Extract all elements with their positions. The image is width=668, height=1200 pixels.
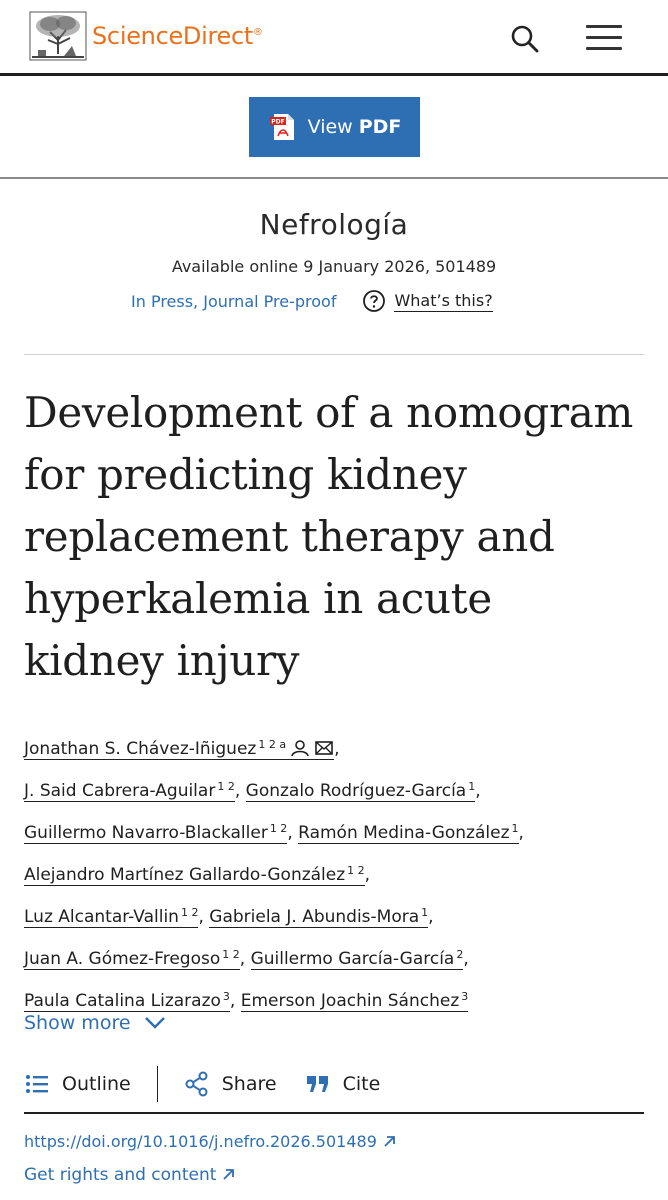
list-icon (24, 1071, 50, 1097)
external-link-icon (222, 1168, 235, 1181)
author-link[interactable]: Juan A. Gómez-Fregoso $^{1 2}$ (24, 948, 240, 969)
author-link[interactable]: Emerson Joachin Sánchez $^3$ (240, 990, 469, 1011)
share-icon (184, 1071, 210, 1097)
author-link[interactable]: J. Said Cabrera-Aguilar $^{1 2}$ (24, 780, 235, 801)
share-button[interactable] (184, 1071, 277, 1097)
in-press-link[interactable]: In Press, Journal Pre-proof (131, 291, 337, 311)
author-link[interactable]: Ramón Medina-González $^1$ (298, 822, 519, 843)
article-toolbar (24, 1064, 644, 1104)
hamburger-menu-icon (586, 25, 622, 28)
author-link[interactable]: Gabriela J. Abundis-Mora $^1$ (209, 906, 429, 927)
author-link[interactable]: Jonathan S. Chávez-Iñiguez $^{1 2 a}$ (24, 739, 334, 760)
search-icon (508, 22, 542, 56)
author-link[interactable]: Guillermo Navarro-Blackaller $^{1 2}$ (24, 822, 288, 843)
elsevier-tree-icon (28, 10, 88, 62)
doi-link[interactable]: https://doi.org/10.1016/j.nefro.2026.501489 (24, 1132, 396, 1151)
svg-text:PDF: PDF (270, 118, 285, 126)
outline-button[interactable] (24, 1071, 131, 1097)
show-more-button[interactable] (24, 1008, 167, 1038)
question-circle-icon[interactable] (362, 289, 386, 313)
article-title: Development of a nomogram for predicting kidney replacement therapy and hyperkalemia in acute kidney injury (24, 388, 634, 685)
pdf-file-icon (268, 112, 298, 142)
menu-button[interactable] (586, 22, 622, 54)
site-header (0, 0, 668, 76)
external-link-icon (383, 1135, 396, 1148)
cite-button[interactable] (305, 1071, 381, 1097)
author-link[interactable]: Guillermo García-García $^2$ (250, 948, 464, 969)
author-link[interactable]: Alejandro Martínez Gallardo-González $^{1 2}$ (24, 864, 365, 885)
availability-info: Available online 9 January 2026, 501489 (171, 257, 497, 276)
journal-name[interactable]: Nefrología (259, 208, 409, 241)
view-pdf-button[interactable] (249, 97, 420, 157)
search-button[interactable] (508, 22, 542, 56)
envelope-icon (314, 739, 334, 757)
share-label: Share (221, 1073, 277, 1095)
view-pdf-label: View PDF (307, 116, 402, 138)
toolbar-underline (24, 1112, 644, 1114)
person-icon (290, 739, 310, 757)
author-link[interactable]: Gonzalo Rodríguez-García $^1$ (245, 780, 476, 801)
divider (24, 354, 644, 355)
show-more-label: Show more (24, 1012, 131, 1034)
pdf-bar (0, 79, 668, 179)
author-list: Jonathan S. Chávez-Iñiguez $^{1 2 a}$ , J. Said Cabrera-Aguilar $^{1 2}$, Gonzalo Rodríguez-García $^1$, Guillermo Navarro-Blackaller $^{1 2}$, Ramón Medina-González $^1$, Alejandro Martínez Gallardo-González $^{1 2}$, Luz Alcantar-Vallin $^{1 2}$, Gabriela J. Abundis-Mora $^1$, Juan A. Gómez-Fregoso $^{1 2}$, Guillermo García-García $^2$, Paula Catalina Lizarazo $^3$, Emerson Joachin Sánchez $^3$ (24, 738, 524, 1011)
whats-this-link[interactable]: What’s this? (394, 290, 493, 310)
sciencedirect-logo[interactable] (28, 10, 263, 62)
cite-label: Cite (342, 1073, 381, 1095)
rights-link[interactable]: Get rights and content (24, 1165, 235, 1185)
outline-label: Outline (62, 1073, 131, 1095)
brand-name: ScienceDirect® (92, 22, 263, 50)
author-link[interactable]: Paula Catalina Lizarazo $^3$ (24, 990, 230, 1011)
toolbar-divider (157, 1066, 158, 1102)
chevron-down-icon (143, 1015, 167, 1031)
quote-icon (305, 1071, 331, 1097)
article-status-row (131, 288, 493, 314)
author-link[interactable]: Luz Alcantar-Vallin $^{1 2}$ (24, 906, 199, 927)
